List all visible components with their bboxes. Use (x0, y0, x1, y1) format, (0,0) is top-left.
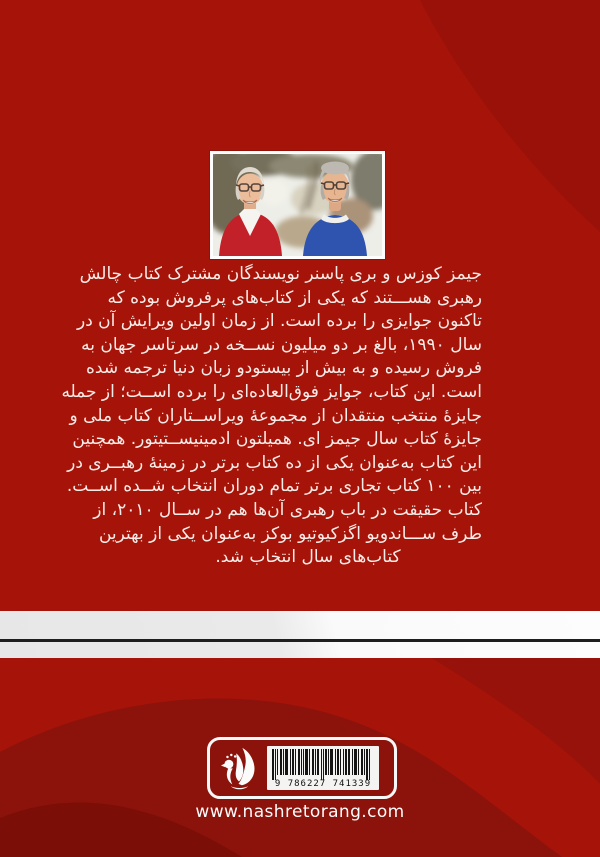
publisher-frame (207, 737, 397, 799)
text-line-last: کتاب‌های سال انتخاب شد. (215, 547, 401, 568)
text-line: فروش رسیده و به بیش از بیستودو زبان دنیا ترجمه شده (85, 358, 482, 379)
authors-photo (210, 151, 385, 259)
divider-stripe (0, 611, 600, 658)
publisher-website: www.nashretorang.com (195, 802, 405, 822)
isbn-barcode (267, 746, 379, 790)
text-line: این کتاب به‌عنوان یکی از ده کتاب برتر در زمینهٔ رهبــری در (67, 452, 482, 473)
text-line: کتاب حقیقت در باب رهبری آن‌ها هم در ســال ۲۰۱۰، از (93, 499, 482, 520)
text-line: سال ۱۹۹۰، بالغ بر دو میلیون نســخه در سرتاسر جهان به (81, 334, 482, 355)
text-line: رهبری هســـتند که یکی از کتاب‌های پرفروش بوده که (107, 287, 482, 308)
two-authors-photo-scene (213, 154, 382, 256)
text-line: جیمز کوزس و بری پاسنر نویسندگان مشترک کتاب چالش (79, 264, 482, 284)
text-line: جایزهٔ منتخب منتقدان از مجموعهٔ ویراســتاران کتاب ملی و (69, 405, 482, 426)
torang-phoenix-logo-icon (215, 744, 263, 792)
divider-line (0, 639, 600, 642)
back-cover-text (61, 263, 482, 570)
barcode-digits: 9 786227 741339 (274, 779, 372, 789)
text-line: جایزهٔ کتاب سال جیمز ای. همیلتون ادمینیســتیتور. همچنین (72, 429, 482, 450)
text-line: است. این کتاب، جوایز فوق‌العاده‌ای را برده اســت؛ از جمله (61, 381, 482, 402)
text-line: تاکنون جوایزی را برده است. از زمان اولین ویرایش آن در (77, 311, 482, 332)
text-line: بین ۱۰۰ کتاب تجاری برتر تمام دوران انتخاب شــده اســت. (66, 476, 482, 497)
text-line: طرف ســـاندویو اگزکیوتیو بوکز به‌عنوان یکی از بهترین (98, 523, 482, 544)
